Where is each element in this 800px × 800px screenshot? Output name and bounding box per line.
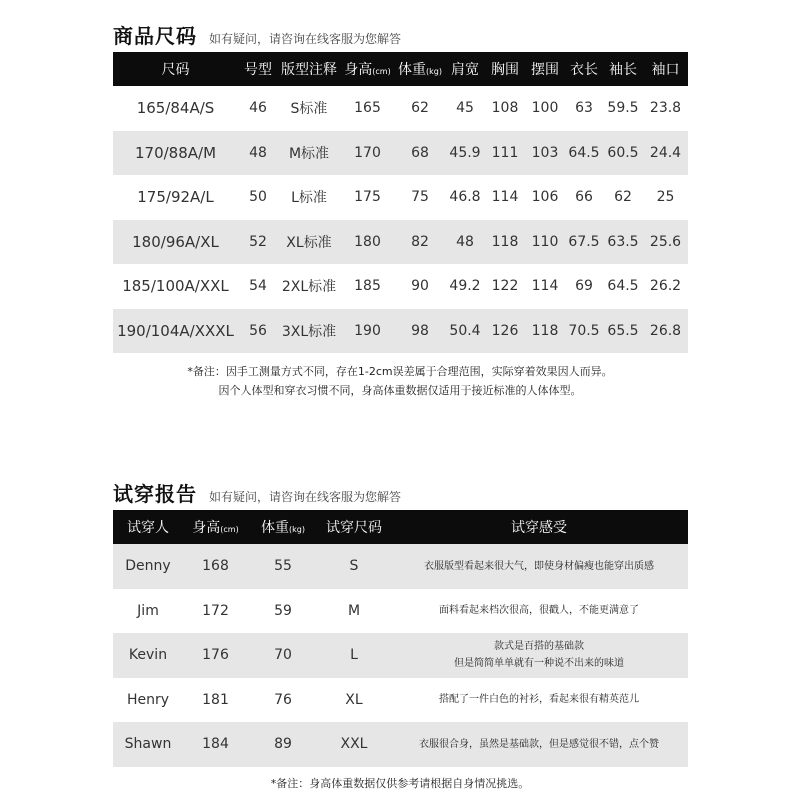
header-cell bbox=[278, 52, 340, 86]
tester-size-cell: L bbox=[318, 633, 390, 678]
tester-feedback-cell bbox=[390, 589, 688, 634]
header-label: 试穿人 bbox=[127, 520, 169, 536]
tester-name-cell: Shawn bbox=[113, 722, 183, 767]
header-cell bbox=[485, 52, 525, 86]
table-cell: 60.5 bbox=[603, 131, 643, 176]
header-cell bbox=[603, 52, 643, 86]
tester-name-cell: Henry bbox=[113, 678, 183, 723]
table-row bbox=[113, 678, 688, 723]
table-cell: 108 bbox=[485, 86, 525, 131]
header-label: 衣长 bbox=[570, 62, 598, 78]
tester-size-cell: XXL bbox=[318, 722, 390, 767]
tester-name-cell: Denny bbox=[113, 544, 183, 589]
trial-section-title: 试穿报告 bbox=[113, 482, 197, 506]
tester-weight-cell: 55 bbox=[248, 544, 318, 589]
header-unit: (cm) bbox=[372, 67, 391, 76]
table-cell: 23.8 bbox=[643, 86, 688, 131]
header-unit: (kg) bbox=[289, 525, 305, 534]
tester-weight-cell: 89 bbox=[248, 722, 318, 767]
table-cell: 50.4 bbox=[445, 309, 485, 354]
table-cell: 70.5 bbox=[565, 309, 603, 354]
header-label: 体重 bbox=[398, 62, 427, 78]
table-cell: 122 bbox=[485, 264, 525, 309]
feedback-line: 搭配了一件白色的衬衫，看起来很有精英范儿 bbox=[439, 694, 639, 706]
table-cell: 175 bbox=[340, 175, 395, 220]
table-row bbox=[113, 175, 688, 220]
header-cell bbox=[318, 510, 390, 544]
table-cell: 26.8 bbox=[643, 309, 688, 354]
header-label: 试穿感受 bbox=[511, 520, 567, 536]
table-cell: M标准 bbox=[278, 131, 340, 176]
table-cell: 90 bbox=[395, 264, 445, 309]
table-cell: 118 bbox=[525, 309, 565, 354]
table-cell: 114 bbox=[485, 175, 525, 220]
table-cell: 45.9 bbox=[445, 131, 485, 176]
header-cell bbox=[395, 52, 445, 86]
tester-feedback-cell bbox=[390, 722, 688, 767]
header-label: 身高 bbox=[344, 62, 373, 78]
table-cell: 114 bbox=[525, 264, 565, 309]
header-unit: (cm) bbox=[220, 525, 239, 534]
size-table-header bbox=[113, 52, 688, 86]
header-cell bbox=[565, 52, 603, 86]
trial-note: *备注：身高体重数据仅供参考请根据自身情况挑选。 bbox=[270, 777, 530, 790]
table-cell: 100 bbox=[525, 86, 565, 131]
tester-feedback-cell bbox=[390, 678, 688, 723]
table-cell: 103 bbox=[525, 131, 565, 176]
tester-weight-cell: 59 bbox=[248, 589, 318, 634]
table-cell: XL标准 bbox=[278, 220, 340, 265]
table-cell: 62 bbox=[603, 175, 643, 220]
size-section-header bbox=[113, 20, 401, 49]
size-section-subtitle: 如有疑问，请咨询在线客服为您解答 bbox=[209, 32, 402, 46]
header-label: 体重 bbox=[261, 520, 290, 536]
header-cell bbox=[643, 52, 688, 86]
table-row bbox=[113, 544, 688, 589]
table-cell: 66 bbox=[565, 175, 603, 220]
header-label: 试穿尺码 bbox=[326, 520, 382, 536]
table-cell: 63.5 bbox=[603, 220, 643, 265]
size-code-cell: 175/92A/L bbox=[113, 175, 238, 220]
header-cell bbox=[113, 510, 183, 544]
tester-height-cell: 168 bbox=[183, 544, 248, 589]
table-cell: 3XL标准 bbox=[278, 309, 340, 354]
header-label: 号型 bbox=[244, 62, 272, 78]
table-cell: 69 bbox=[565, 264, 603, 309]
trial-section-subtitle: 如有疑问，请咨询在线客服为您解答 bbox=[209, 490, 402, 504]
header-cell bbox=[445, 52, 485, 86]
header-label: 袖长 bbox=[609, 62, 637, 78]
table-cell: 24.4 bbox=[643, 131, 688, 176]
tester-size-cell: S bbox=[318, 544, 390, 589]
tester-name-cell: Kevin bbox=[113, 633, 183, 678]
header-label: 胸围 bbox=[491, 62, 519, 78]
table-cell: 25.6 bbox=[643, 220, 688, 265]
trial-report-table bbox=[113, 510, 688, 767]
size-code-cell: 180/96A/XL bbox=[113, 220, 238, 265]
table-cell: 65.5 bbox=[603, 309, 643, 354]
table-cell: 48 bbox=[445, 220, 485, 265]
tester-size-cell: M bbox=[318, 589, 390, 634]
header-label: 身高 bbox=[192, 520, 221, 536]
size-section-title: 商品尺码 bbox=[113, 24, 197, 48]
table-row bbox=[113, 264, 688, 309]
header-cell bbox=[390, 510, 688, 544]
header-cell bbox=[340, 52, 395, 86]
header-cell bbox=[238, 52, 278, 86]
size-note-line1: *备注：因手工测量方式不同，存在1-2cm误差属于合理范围，实际穿着效果因人而异。 bbox=[187, 365, 613, 378]
tester-height-cell: 172 bbox=[183, 589, 248, 634]
table-cell: 82 bbox=[395, 220, 445, 265]
size-note bbox=[0, 362, 800, 400]
header-cell bbox=[183, 510, 248, 544]
table-cell: 25 bbox=[643, 175, 688, 220]
table-cell: 110 bbox=[525, 220, 565, 265]
table-cell: 50 bbox=[238, 175, 278, 220]
table-cell: 118 bbox=[485, 220, 525, 265]
table-cell: 111 bbox=[485, 131, 525, 176]
trial-section-header bbox=[113, 478, 401, 507]
size-code-cell: 170/88A/M bbox=[113, 131, 238, 176]
size-code-cell: 185/100A/XXL bbox=[113, 264, 238, 309]
header-label: 摆围 bbox=[531, 62, 559, 78]
tester-weight-cell: 76 bbox=[248, 678, 318, 723]
trial-table-header bbox=[113, 510, 688, 544]
feedback-line: 衣服很合身，虽然是基础款，但是感觉很不错，点个赞 bbox=[419, 738, 659, 750]
table-cell: 68 bbox=[395, 131, 445, 176]
table-cell: 126 bbox=[485, 309, 525, 354]
feedback-line: 面料看起来档次很高，很戳人，不能更满意了 bbox=[439, 605, 639, 617]
size-chart-table bbox=[113, 52, 688, 353]
table-cell: 49.2 bbox=[445, 264, 485, 309]
tester-feedback-cell bbox=[390, 544, 688, 589]
header-cell bbox=[248, 510, 318, 544]
table-cell: 180 bbox=[340, 220, 395, 265]
feedback-line: 但是简简单单就有一种说不出来的味道 bbox=[454, 658, 624, 670]
table-cell: 45 bbox=[445, 86, 485, 131]
tester-height-cell: 184 bbox=[183, 722, 248, 767]
size-note-line2: 因个人体型和穿衣习惯不同，身高体重数据仅适用于接近标准的人体体型。 bbox=[218, 384, 582, 397]
table-cell: 46.8 bbox=[445, 175, 485, 220]
table-cell: 59.5 bbox=[603, 86, 643, 131]
table-cell: 185 bbox=[340, 264, 395, 309]
table-cell: 56 bbox=[238, 309, 278, 354]
table-row bbox=[113, 131, 688, 176]
table-row bbox=[113, 633, 688, 678]
table-row bbox=[113, 86, 688, 131]
size-code-cell: 190/104A/XXXL bbox=[113, 309, 238, 354]
header-cell bbox=[525, 52, 565, 86]
feedback-line: 款式是百搭的基础款 bbox=[494, 641, 584, 653]
table-cell: 64.5 bbox=[565, 131, 603, 176]
table-cell: 106 bbox=[525, 175, 565, 220]
table-row bbox=[113, 309, 688, 354]
table-cell: 52 bbox=[238, 220, 278, 265]
feedback-line: 衣服版型看起来很大气，即使身材偏瘦也能穿出质感 bbox=[424, 560, 654, 572]
table-cell: 98 bbox=[395, 309, 445, 354]
table-cell: S标准 bbox=[278, 86, 340, 131]
table-cell: L标准 bbox=[278, 175, 340, 220]
tester-height-cell: 176 bbox=[183, 633, 248, 678]
table-cell: 75 bbox=[395, 175, 445, 220]
table-cell: 46 bbox=[238, 86, 278, 131]
header-label: 袖口 bbox=[651, 62, 680, 78]
table-cell: 170 bbox=[340, 131, 395, 176]
table-cell: 2XL标准 bbox=[278, 264, 340, 309]
tester-feedback-cell bbox=[390, 633, 688, 678]
table-cell: 63 bbox=[565, 86, 603, 131]
table-cell: 48 bbox=[238, 131, 278, 176]
header-label: 版型注释 bbox=[281, 62, 337, 78]
header-label: 尺码 bbox=[161, 62, 190, 78]
tester-height-cell: 181 bbox=[183, 678, 248, 723]
table-row bbox=[113, 722, 688, 767]
tester-size-cell: XL bbox=[318, 678, 390, 723]
table-cell: 62 bbox=[395, 86, 445, 131]
table-cell: 64.5 bbox=[603, 264, 643, 309]
table-cell: 67.5 bbox=[565, 220, 603, 265]
table-cell: 54 bbox=[238, 264, 278, 309]
header-label: 肩宽 bbox=[451, 62, 479, 78]
table-row bbox=[113, 220, 688, 265]
header-cell bbox=[113, 52, 238, 86]
size-code-cell: 165/84A/S bbox=[113, 86, 238, 131]
tester-name-cell: Jim bbox=[113, 589, 183, 634]
tester-weight-cell: 70 bbox=[248, 633, 318, 678]
header-unit: (kg) bbox=[426, 67, 442, 76]
table-row bbox=[113, 589, 688, 634]
table-cell: 26.2 bbox=[643, 264, 688, 309]
table-cell: 190 bbox=[340, 309, 395, 354]
table-cell: 165 bbox=[340, 86, 395, 131]
